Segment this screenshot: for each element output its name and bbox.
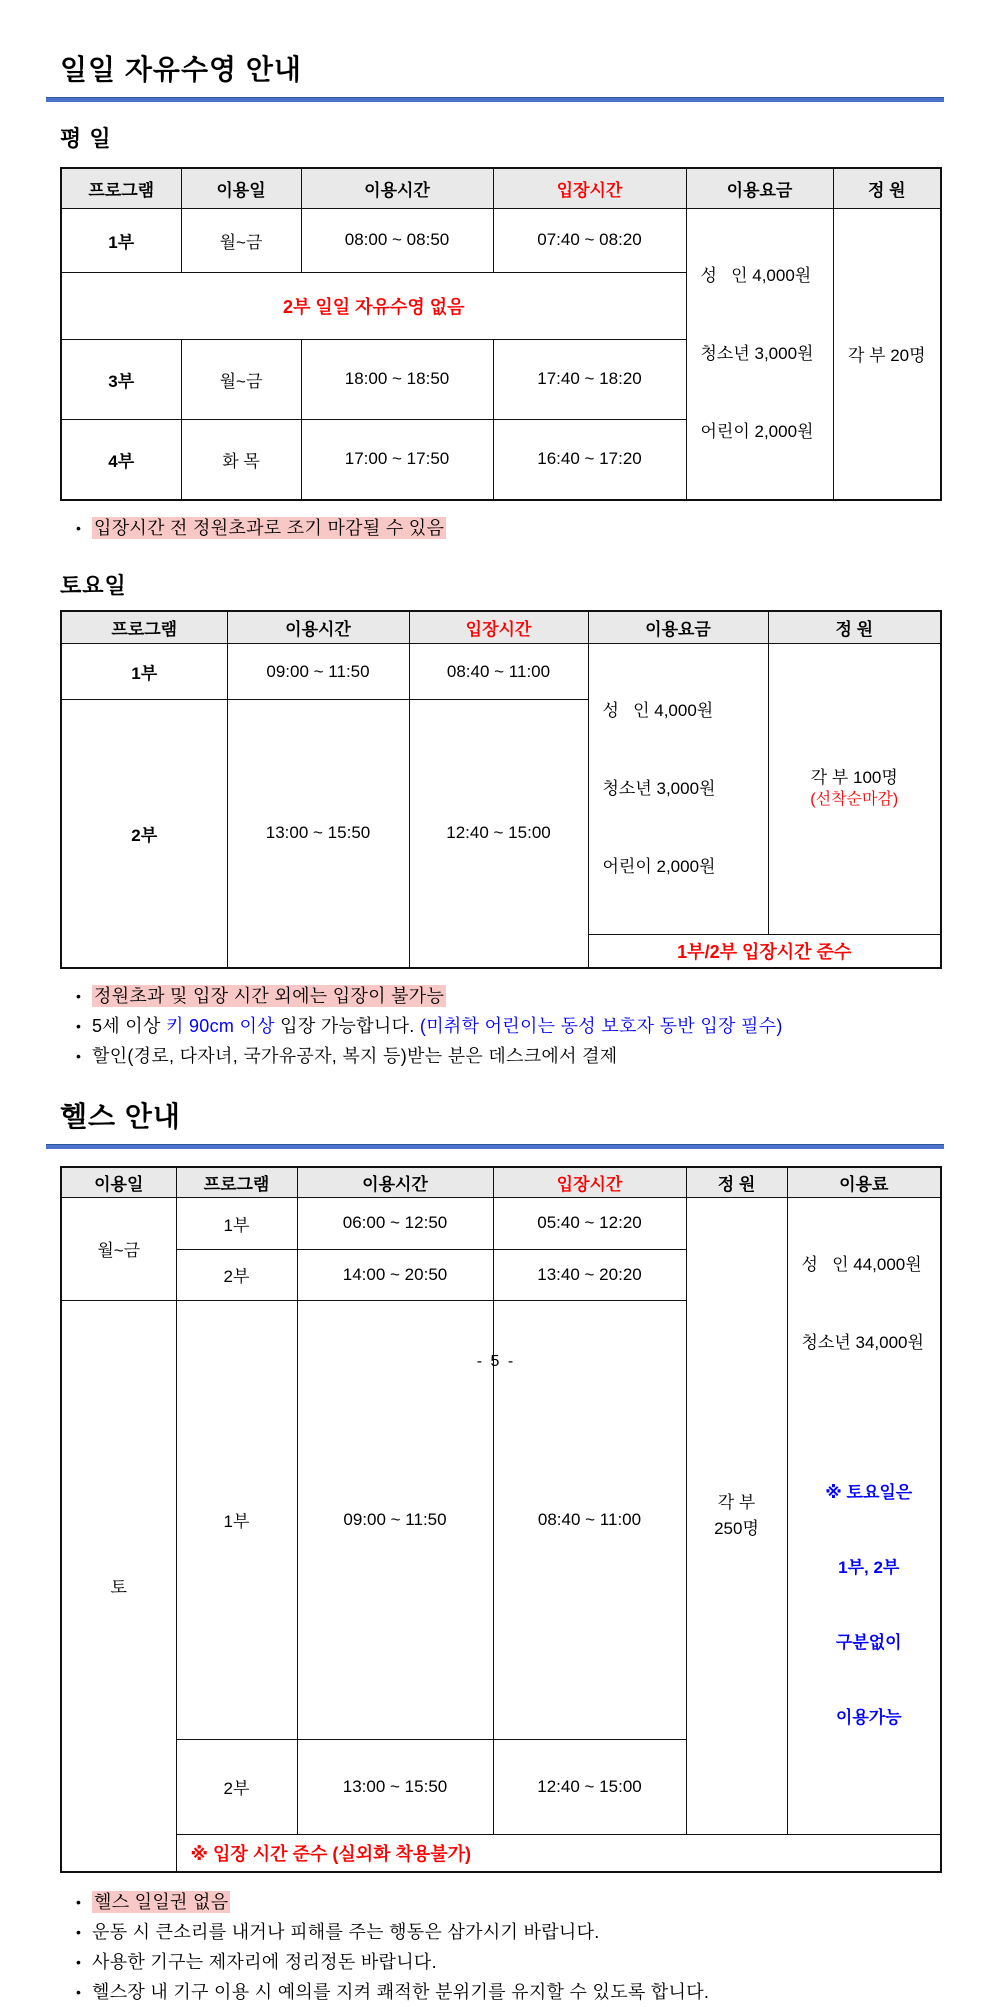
- table-header-row: [61, 611, 941, 644]
- program-cell: 2부: [176, 1739, 297, 1834]
- program-cell: 2부: [176, 1249, 297, 1300]
- saturday-heading: 토요일: [60, 572, 127, 598]
- capacity-cell: 각 부 20명: [833, 208, 941, 500]
- fee-line-teen: 청소년 3,000원: [700, 343, 814, 363]
- fee-note-line: 1부, 2부: [838, 1557, 900, 1577]
- col-header-use-time: 이용시간: [301, 168, 493, 208]
- fee-cell: [787, 1197, 941, 1834]
- section-divider: [46, 97, 944, 102]
- capacity-cell: [768, 644, 941, 935]
- capacity-text: 각 부 100명: [810, 768, 898, 787]
- fee-note-line: ※ 토요일은: [825, 1482, 913, 1502]
- capacity-subtext: (선착순마감): [810, 791, 899, 808]
- table-row: [61, 644, 941, 700]
- program-cell: 1부: [61, 644, 227, 700]
- col-header-program: 프로그램: [61, 168, 181, 208]
- day-cell: 토: [61, 1300, 176, 1872]
- col-header-entry-time: 입장시간: [493, 168, 686, 208]
- use-time-cell: 14:00 ~ 20:50: [297, 1249, 493, 1300]
- col-header-fee: 이용요금: [588, 611, 768, 644]
- col-header-use-time: 이용시간: [227, 611, 409, 644]
- fee-cell: [686, 208, 833, 500]
- section-divider: [46, 1144, 944, 1149]
- capacity-cell: [686, 1197, 787, 1834]
- highlighted-note: 정원초과 및 입장 시간 외에는 입장이 불가능: [94, 985, 445, 1006]
- fee-line-adult: 성 인 4,000원: [602, 701, 714, 720]
- col-header-capacity: 정 원: [686, 1167, 787, 1198]
- note-item: [74, 1041, 952, 1071]
- note-item: [74, 1887, 952, 1917]
- swim-saturday-table: [60, 610, 942, 969]
- weekday-notes: [74, 513, 952, 543]
- fee-line-child: 어린이 2,000원: [602, 857, 716, 876]
- col-header-capacity: 정 원: [833, 168, 941, 208]
- use-time-cell: 09:00 ~ 11:50: [297, 1300, 493, 1739]
- entry-rule-notice: 1부/2부 입장시간 준수: [588, 935, 941, 968]
- entry-time-cell: 05:40 ~ 12:20: [493, 1197, 686, 1249]
- use-time-cell: 09:00 ~ 11:50: [227, 644, 409, 700]
- entry-time-cell: 17:40 ~ 18:20: [493, 339, 686, 419]
- col-header-day: 이용일: [61, 1167, 176, 1198]
- program-cell: 1부: [61, 208, 181, 273]
- program-cell: 4부: [61, 419, 181, 499]
- col-header-fee: 이용료: [787, 1167, 941, 1198]
- note-item: [74, 1977, 952, 2007]
- note-item: [74, 513, 952, 543]
- note-text: 입장 가능합니다.: [274, 1015, 420, 1036]
- col-header-program: 프로그램: [176, 1167, 297, 1198]
- table-row: [61, 1834, 941, 1872]
- use-time-cell: 18:00 ~ 18:50: [301, 339, 493, 419]
- note-text-blue: 키 90cm 이상: [165, 1015, 275, 1036]
- note-text: 사용한 기구는 제자리에 정리정돈 바랍니다.: [92, 1952, 437, 1972]
- gym-notes: [74, 1887, 952, 2007]
- gym-entry-rule-notice: ※ 입장 시간 준수 (실외화 착용불가): [176, 1834, 941, 1872]
- fee-cell: [588, 644, 768, 935]
- swim-section-title: 일일 자유수영 안내: [60, 54, 302, 85]
- use-time-cell: 08:00 ~ 08:50: [301, 208, 493, 273]
- fee-line-adult: 성 인 4,000원: [700, 265, 812, 285]
- fee-note-line: 구분없이: [835, 1632, 902, 1652]
- entry-time-cell: 08:40 ~ 11:00: [409, 644, 588, 700]
- col-header-entry-time: 입장시간: [493, 1167, 686, 1198]
- fee-line-teen: 청소년 34,000원: [801, 1332, 924, 1352]
- note-text: 5세 이상: [92, 1015, 166, 1036]
- page-number: - 5 -: [476, 1353, 516, 1370]
- entry-time-cell: 07:40 ~ 08:20: [493, 208, 686, 273]
- table-header-row: [61, 1167, 941, 1198]
- note-item: [74, 1011, 952, 1041]
- note-text-blue: (미취학 어린이는 동성 보호자 동반 입장 필수): [419, 1015, 783, 1036]
- highlighted-note: 헬스 일일권 없음: [94, 1892, 229, 1912]
- note-item: [74, 981, 952, 1011]
- entry-time-cell: 08:40 ~ 11:00: [493, 1300, 686, 1739]
- use-time-cell: 06:00 ~ 12:50: [297, 1197, 493, 1249]
- use-time-cell: 13:00 ~ 15:50: [297, 1739, 493, 1834]
- note-text: 할인(경로, 다자녀, 국가유공자, 복지 등)받는 분은 데스크에서 결제: [92, 1045, 618, 1066]
- gym-section-title: 헬스 안내: [60, 1100, 181, 1132]
- table-row: [61, 208, 941, 273]
- saturday-notes: [74, 981, 952, 1071]
- no-session-notice: 2부 일일 자유수영 없음: [61, 273, 686, 339]
- entry-time-cell: 16:40 ~ 17:20: [493, 419, 686, 499]
- gym-table: [60, 1166, 942, 1874]
- table-row: [61, 1197, 941, 1249]
- capacity-line: 각 부: [717, 1492, 756, 1512]
- fee-line-teen: 청소년 3,000원: [602, 779, 716, 798]
- fee-note-line: 이용가능: [835, 1707, 902, 1727]
- note-text: 헬스장 내 기구 이용 시 예의를 지켜 쾌적한 분위기를 유지할 수 있도록 합니다.: [92, 1982, 710, 2002]
- program-cell: 2부: [61, 700, 227, 968]
- entry-time-cell: 12:40 ~ 15:00: [493, 1739, 686, 1834]
- table-header-row: [61, 168, 941, 208]
- weekday-heading: 평 일: [60, 126, 112, 151]
- saturday-fee-note: [802, 1430, 937, 1780]
- col-header-program: 프로그램: [61, 611, 227, 644]
- entry-time-cell: 13:40 ~ 20:20: [493, 1249, 686, 1300]
- entry-time-cell: 12:40 ~ 15:00: [409, 700, 588, 968]
- fee-line-child: 어린이 2,000원: [700, 421, 814, 441]
- day-cell: 월~금: [61, 1197, 176, 1300]
- note-item: [74, 1947, 952, 1977]
- program-cell: 3부: [61, 339, 181, 419]
- col-header-use-time: 이용시간: [297, 1167, 493, 1198]
- highlighted-note: 입장시간 전 정원초과로 조기 마감될 수 있음: [94, 517, 445, 538]
- fee-line-adult: 성 인 44,000원: [801, 1254, 922, 1274]
- note-item: [74, 1917, 952, 1947]
- day-cell: 화 목: [181, 419, 301, 499]
- note-text: 운동 시 큰소리를 내거나 피해를 주는 행동은 삼가시기 바랍니다.: [92, 1922, 600, 1942]
- use-time-cell: 13:00 ~ 15:50: [227, 700, 409, 968]
- day-cell: 월~금: [181, 208, 301, 273]
- col-header-day: 이용일: [181, 168, 301, 208]
- swim-weekday-table: [60, 167, 942, 501]
- col-header-fee: 이용요금: [686, 168, 833, 208]
- program-cell: 1부: [176, 1197, 297, 1249]
- program-cell: 1부: [176, 1300, 297, 1739]
- capacity-line: 250명: [714, 1518, 759, 1538]
- col-header-entry-time: 입장시간: [409, 611, 588, 644]
- col-header-capacity: 정 원: [768, 611, 941, 644]
- day-cell: 월~금: [181, 339, 301, 419]
- use-time-cell: 17:00 ~ 17:50: [301, 419, 493, 499]
